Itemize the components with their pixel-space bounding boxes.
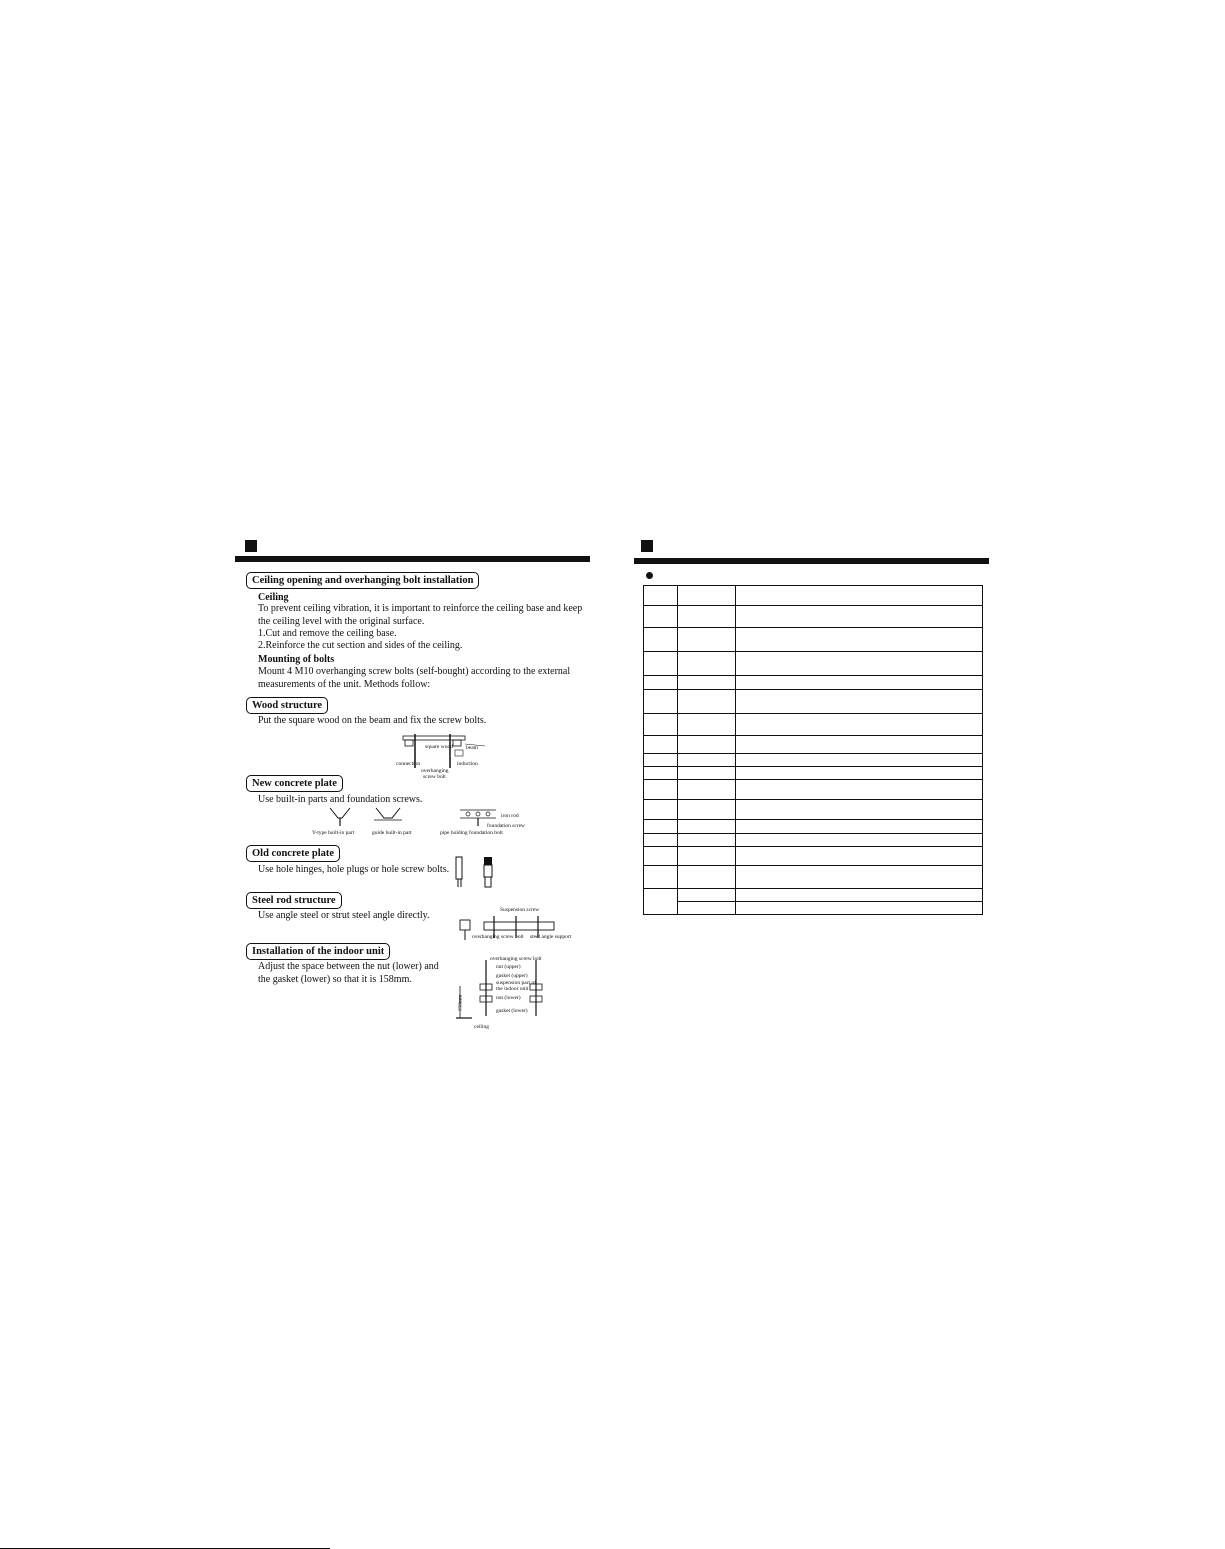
table-cell [644, 652, 678, 676]
table-cell [644, 606, 678, 628]
label-nut-lower: nut (lower) [496, 995, 521, 1001]
table-cell [736, 606, 983, 628]
old-concrete-figure [452, 855, 498, 889]
table-cell [736, 820, 983, 834]
y-type-part-figure [328, 806, 352, 828]
new-concrete-text: Use built-in parts and foundation screws. [258, 794, 423, 805]
heading-steel-rod: Steel rod structure [246, 892, 342, 909]
heading-ceiling-opening: Ceiling opening and overhanging bolt installation [246, 572, 479, 589]
table-cell [644, 754, 678, 767]
table-row [644, 780, 983, 800]
label-y-type: Y-type built-in part [312, 830, 355, 836]
table-cell [644, 628, 678, 652]
table-cell [736, 866, 983, 889]
table-cell [678, 690, 736, 714]
table-cell [644, 800, 678, 820]
table-row [644, 767, 983, 780]
table-row [644, 690, 983, 714]
right-section-marker [641, 540, 653, 552]
table-cell [678, 714, 736, 736]
label-iron-rod: iron rod [501, 813, 519, 819]
table-row [644, 834, 983, 847]
right-header-bar [634, 558, 989, 564]
label-nut-upper: nut (upper) [496, 964, 521, 970]
old-concrete-text: Use hole hinges, hole plugs or hole screw bolts. [258, 864, 450, 875]
table-row [644, 820, 983, 834]
table-cell [644, 676, 678, 690]
label-suspension-part-2: the indoor unit [496, 986, 529, 992]
label-158mm: 158mm [457, 994, 464, 1012]
table-cell [736, 847, 983, 866]
table-cell [644, 736, 678, 754]
table-cell [736, 834, 983, 847]
table-cell [736, 754, 983, 767]
left-header-bar [235, 556, 590, 562]
table-row [644, 866, 983, 889]
table-cell [678, 676, 736, 690]
label-steel-angle: steel angle support [530, 934, 572, 940]
table-cell [678, 606, 736, 628]
table-row [644, 628, 983, 652]
table-row [644, 714, 983, 736]
table-row [644, 676, 983, 690]
table-cell [736, 767, 983, 780]
bolts-text: Mount 4 M10 overhanging screw bolts (self-bought) according to the external measurements of the unit. Methods follow: [258, 666, 571, 690]
heading-wood-structure: Wood structure [246, 697, 328, 714]
spec-table [643, 585, 983, 915]
table-row [644, 606, 983, 628]
table-row [644, 902, 983, 915]
table-row [644, 754, 983, 767]
label-pipe: pipe holding foundation bolt [440, 830, 503, 836]
left-section-marker [245, 540, 257, 552]
label-ceiling: ceiling [474, 1024, 489, 1030]
indoor-unit-text: Adjust the space between the nut (lower) and the gasket (lower) so that it is 158mm. [258, 961, 439, 985]
table-cell [678, 780, 736, 800]
label-gasket-upper: gasket (upper) [496, 973, 528, 979]
table-cell [644, 847, 678, 866]
table-row [644, 586, 983, 606]
label-overhanging-bolt: overhanging screw bolt [472, 934, 524, 940]
table-cell [736, 714, 983, 736]
table-cell [678, 889, 736, 902]
table-cell [736, 902, 983, 915]
heading-indoor-unit: Installation of the indoor unit [246, 943, 390, 960]
table-cell [678, 652, 736, 676]
ceiling-step-1: 1.Cut and remove the ceiling base. [258, 628, 397, 639]
wood-label-screw-bolt: screw bolt [423, 774, 446, 780]
table-row [644, 800, 983, 820]
table-cell [678, 800, 736, 820]
label-gasket-lower: gasket (lower) [496, 1008, 528, 1014]
ceiling-text: To prevent ceiling vibration, it is important to reinforce the ceiling base and keep the ceiling level with the original surface. [258, 603, 583, 627]
table-cell [644, 586, 678, 606]
table-cell [736, 652, 983, 676]
table-cell [678, 754, 736, 767]
label-suspension-part: suspension part of [496, 980, 537, 986]
table-cell [644, 889, 678, 915]
wood-label-induction: induction [457, 761, 478, 767]
wood-text: Put the square wood on the beam and fix the screw bolts. [258, 715, 487, 726]
table-cell [644, 767, 678, 780]
label-guide: guide built-in part [372, 830, 412, 836]
table-cell [736, 800, 983, 820]
ceiling-step-2: 2.Reinforce the cut section and sides of the ceiling. [258, 640, 463, 651]
table-cell [678, 847, 736, 866]
label-foundation-screw: foundation screw [487, 823, 526, 829]
table-cell [678, 736, 736, 754]
table-row [644, 652, 983, 676]
bullet-icon [646, 572, 653, 579]
table-cell [678, 586, 736, 606]
table-cell [736, 889, 983, 902]
guide-part-figure [372, 806, 404, 826]
table-row [644, 847, 983, 866]
table-cell [644, 866, 678, 889]
table-cell [678, 820, 736, 834]
heading-new-concrete: New concrete plate [246, 775, 343, 792]
table-cell [736, 780, 983, 800]
wood-label-connection: connection [396, 761, 421, 767]
table-cell [644, 780, 678, 800]
table-cell [736, 586, 983, 606]
table-cell [736, 690, 983, 714]
table-cell [736, 676, 983, 690]
table-cell [678, 902, 736, 915]
table-cell [644, 820, 678, 834]
table-row [644, 889, 983, 902]
wood-label-overhanging: overhanging [421, 768, 449, 774]
wood-label-beam: beam [466, 745, 478, 751]
heading-old-concrete: Old concrete plate [246, 845, 340, 862]
steel-rod-text: Use angle steel or strut steel angle directly. [258, 910, 430, 921]
table-cell [678, 866, 736, 889]
label-indoor-bolt: overhanging screw bolt [490, 956, 542, 962]
table-cell [644, 690, 678, 714]
wood-label-square-wood: square wood [425, 744, 453, 750]
table-cell [678, 834, 736, 847]
table-cell [678, 628, 736, 652]
bolts-subtitle: Mounting of bolts [258, 654, 335, 665]
ceiling-subtitle: Ceiling [258, 592, 289, 603]
table-row [644, 736, 983, 754]
table-cell [736, 628, 983, 652]
label-suspension-screw: Suspension screw [500, 907, 540, 913]
table-cell [736, 736, 983, 754]
table-cell [678, 767, 736, 780]
table-cell [644, 834, 678, 847]
table-cell [644, 714, 678, 736]
